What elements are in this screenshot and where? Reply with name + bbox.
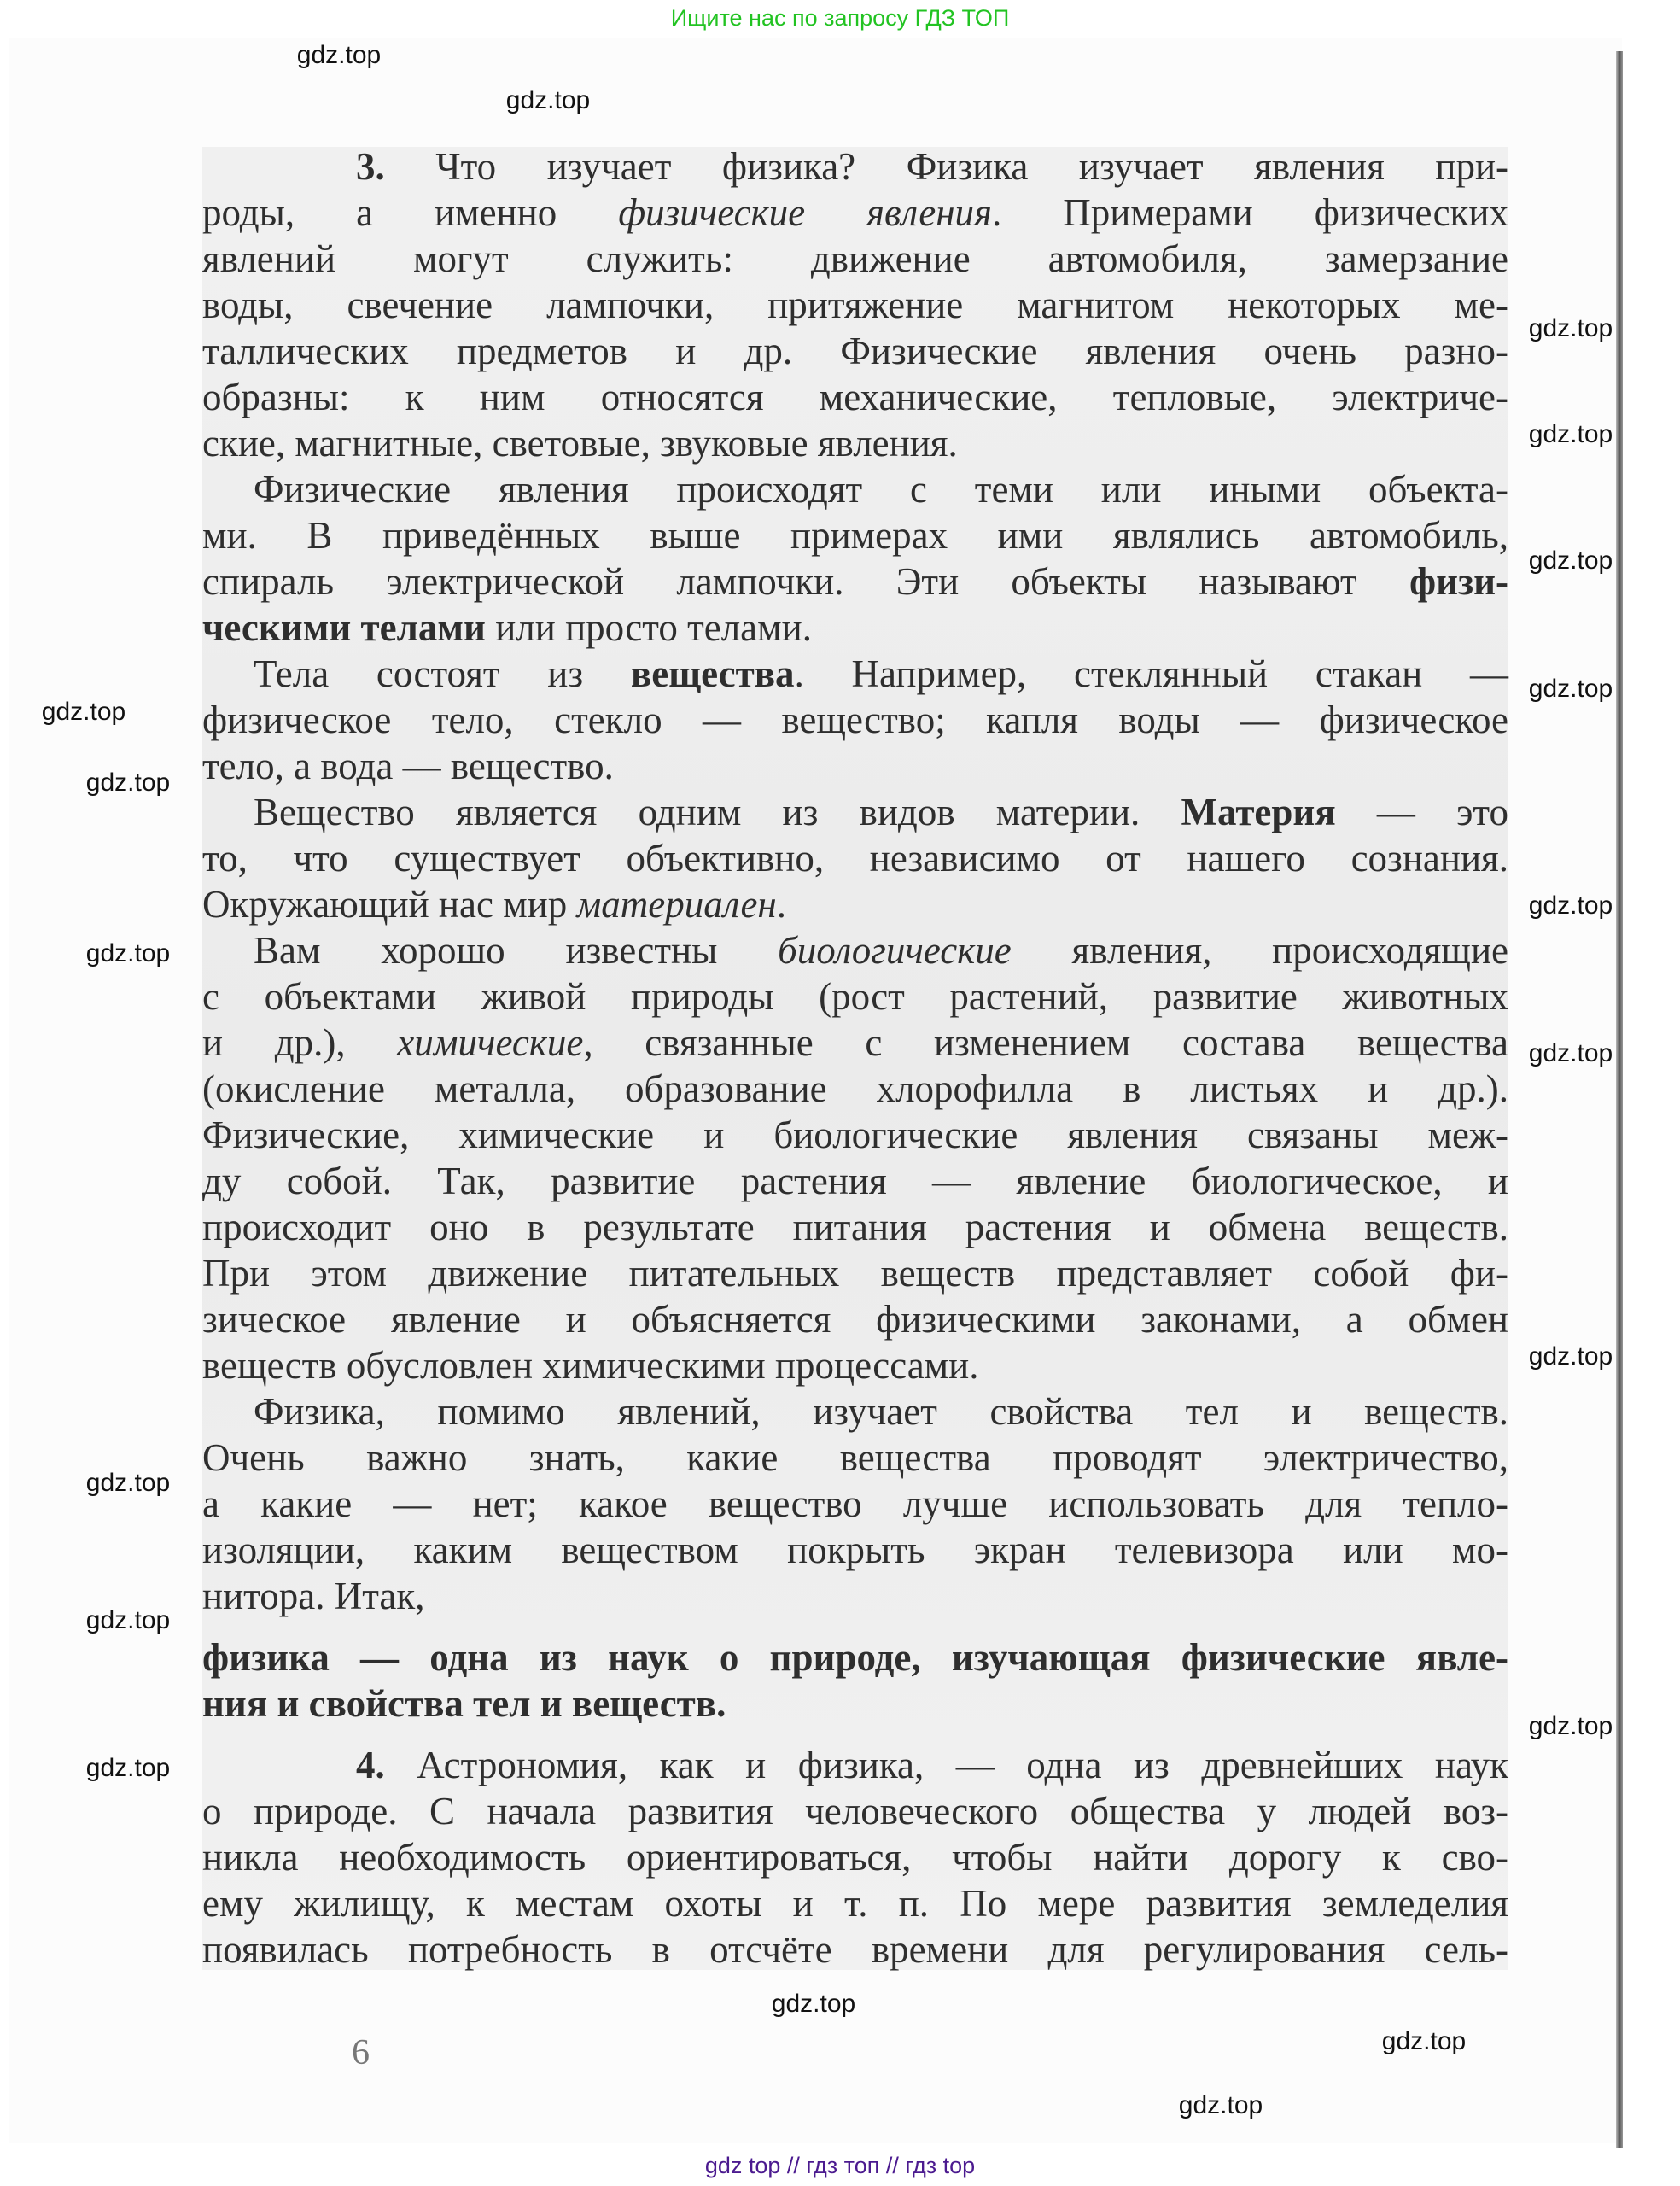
text-run: воды, свечение лампочки, притяжение магнитом некоторых ме- <box>202 283 1508 326</box>
italic-text: материален <box>576 883 777 926</box>
text-run: веществ обусловлен химическими процессами. <box>202 1344 979 1387</box>
text-run: . <box>776 883 786 926</box>
text-run: с объектами живой природы (рост растений, развитие животных <box>202 975 1508 1018</box>
text-run: или просто телами. <box>485 606 812 649</box>
text-line <box>202 973 1508 1020</box>
text-run: изоляции, каким веществом покрыть экран телевизора или мо- <box>202 1528 1508 1571</box>
text-line <box>202 1112 1508 1158</box>
watermark: gdz.top <box>1528 314 1613 342</box>
text-line <box>202 1158 1508 1204</box>
text-run: Что изучает физика? Физика изучает явления при- <box>435 145 1509 188</box>
text-line <box>202 789 1508 835</box>
bold-text: 3. <box>356 145 436 188</box>
text-line <box>202 1481 1508 1527</box>
text-line <box>202 1634 1508 1680</box>
text-run: происходит оно в результате питания растения и обмена веществ. <box>202 1206 1508 1248</box>
text-line <box>202 1788 1508 1834</box>
watermark: gdz.top <box>1528 1342 1613 1371</box>
text-run: Физические явления происходят с теми или иными объекта- <box>254 468 1508 511</box>
text-line <box>202 1880 1508 1926</box>
text-line <box>202 190 1508 236</box>
bold-text: физи- <box>1409 560 1508 603</box>
text-run: Вам хорошо известны <box>254 929 779 972</box>
text-run: ему жилищу, к местам охоты и т. п. По мере развития земледелия <box>202 1882 1508 1925</box>
text-line <box>202 1680 1508 1727</box>
text-run: . Например, стеклянный стакан — <box>794 652 1508 695</box>
text-run: нитора. Итак, <box>202 1575 425 1617</box>
body-text <box>202 143 1508 1973</box>
text-line <box>202 1250 1508 1296</box>
watermark: gdz.top <box>85 1469 171 1497</box>
watermark: gdz.top <box>85 769 171 797</box>
text-line <box>202 1527 1508 1573</box>
text-run: спираль электрической лампочки. Эти объекты называют <box>202 560 1409 603</box>
text-line <box>202 743 1508 789</box>
footer-links[interactable]: gdz top // гдз топ // гдз top <box>704 2153 976 2178</box>
text-run: Очень важно знать, какие вещества проводят электричество, <box>202 1436 1508 1479</box>
text-run: Вещество является одним из видов материи. <box>254 791 1181 833</box>
watermark: gdz.top <box>41 698 126 726</box>
italic-text: химические <box>397 1021 584 1064</box>
bold-text: ческими телами <box>202 606 486 649</box>
text-line <box>202 1342 1508 1388</box>
text-run: то, что существует объективно, независимо от нашего сознания. <box>202 837 1508 880</box>
text-line <box>202 1834 1508 1880</box>
watermark: gdz.top <box>1528 1712 1613 1740</box>
text-run: Окружающий нас мир <box>202 883 577 926</box>
text-line <box>202 143 1508 190</box>
text-line <box>202 328 1508 374</box>
text-run: и др.), <box>202 1021 398 1064</box>
text-run: — это <box>1335 791 1508 833</box>
text-run: ми. В приведённых выше примерах ими являлись автомобиль, <box>202 514 1508 557</box>
watermark: gdz.top <box>505 86 591 114</box>
text-line <box>202 1204 1508 1250</box>
text-line <box>202 1926 1508 1973</box>
watermark: gdz.top <box>771 1990 856 2018</box>
text-line <box>202 697 1508 743</box>
page-edge <box>1616 51 1623 2148</box>
text-line <box>202 927 1508 973</box>
text-line <box>202 558 1508 605</box>
text-run: зическое явление и объясняется физическими законами, а обмен <box>202 1298 1508 1341</box>
watermark: gdz.top <box>85 1754 171 1782</box>
bold-text: ния и свойства тел и веществ. <box>202 1682 726 1725</box>
watermark: gdz.top <box>85 939 171 967</box>
text-run: тело, а вода — вещество. <box>202 745 614 787</box>
bold-text: 4. <box>356 1744 417 1786</box>
text-run: появилась потребность в отсчёте времени для регулирования сель- <box>202 1928 1508 1971</box>
text-run: ду собой. Так, развитие растения — явление биологическое, и <box>202 1160 1508 1202</box>
text-run: Физические, химические и биологические явления связаны меж- <box>202 1113 1508 1156</box>
text-run: Тела состоят из <box>254 652 631 695</box>
text-line <box>202 420 1508 466</box>
text-run: таллических предметов и др. Физические явления очень разно- <box>202 330 1508 372</box>
italic-text: физические явления <box>618 191 992 234</box>
bold-text: физика — одна из наук о природе, изучающая физические явле- <box>202 1636 1508 1679</box>
text-run: о природе. С начала развития человеческого общества у людей воз- <box>202 1790 1508 1832</box>
text-line <box>202 835 1508 881</box>
text-line <box>202 1066 1508 1112</box>
watermark: gdz.top <box>1528 675 1613 703</box>
text-run: явления, происходящие <box>1011 929 1508 972</box>
text-run: . Примерами физических <box>991 191 1508 234</box>
text-line <box>202 374 1508 420</box>
text-line <box>202 1573 1508 1619</box>
watermark: gdz.top <box>1381 2027 1467 2055</box>
text-line <box>202 282 1508 328</box>
text-run: Физика, помимо явлений, изучает свойства тел и веществ. <box>254 1390 1508 1433</box>
italic-text: биологические <box>778 929 1012 972</box>
text-run: явлений могут служить: движение автомобиля, замерзание <box>202 237 1508 280</box>
text-line <box>202 605 1508 651</box>
search-banner[interactable]: Ищите нас по запросу ГДЗ ТОП <box>670 5 1010 31</box>
watermark: gdz.top <box>1528 1039 1613 1067</box>
text-line <box>202 512 1508 558</box>
text-run: Астрономия, как и физика, — одна из древнейших наук <box>417 1744 1509 1786</box>
bold-text: Материя <box>1181 791 1336 833</box>
page-number: 6 <box>352 2033 370 2072</box>
watermark: gdz.top <box>1178 2091 1263 2119</box>
text-line <box>202 1020 1508 1066</box>
text-run: физическое тело, стекло — вещество; капля воды — физическое <box>202 698 1508 741</box>
watermark: gdz.top <box>1528 891 1613 920</box>
text-line <box>202 236 1508 282</box>
text-run: а какие — нет; какое вещество лучше использовать для тепло- <box>202 1482 1508 1525</box>
watermark: gdz.top <box>1528 546 1613 575</box>
text-line <box>202 1296 1508 1342</box>
watermark: gdz.top <box>296 41 382 69</box>
text-run: никла необходимость ориентироваться, чтобы найти дорогу к сво- <box>202 1836 1508 1879</box>
text-line <box>202 881 1508 927</box>
text-line <box>202 651 1508 697</box>
text-run: (окисление металла, образование хлорофилла в листьях и др.). <box>202 1067 1508 1110</box>
text-line <box>202 1742 1508 1788</box>
text-run: ские, магнитные, световые, звуковые явления. <box>202 422 958 465</box>
text-run: роды, а именно <box>202 191 619 234</box>
watermark: gdz.top <box>85 1606 171 1634</box>
watermark: gdz.top <box>1528 420 1613 448</box>
text-line <box>202 466 1508 512</box>
text-run: При этом движение питательных веществ представляет собой фи- <box>202 1252 1508 1295</box>
text-line <box>202 1435 1508 1481</box>
text-line <box>202 1388 1508 1435</box>
bold-text: вещества <box>630 652 795 695</box>
text-run: , связанные с изменением состава вещества <box>583 1021 1509 1064</box>
text-run: образны: к ним относятся механические, тепловые, электриче- <box>202 376 1508 418</box>
